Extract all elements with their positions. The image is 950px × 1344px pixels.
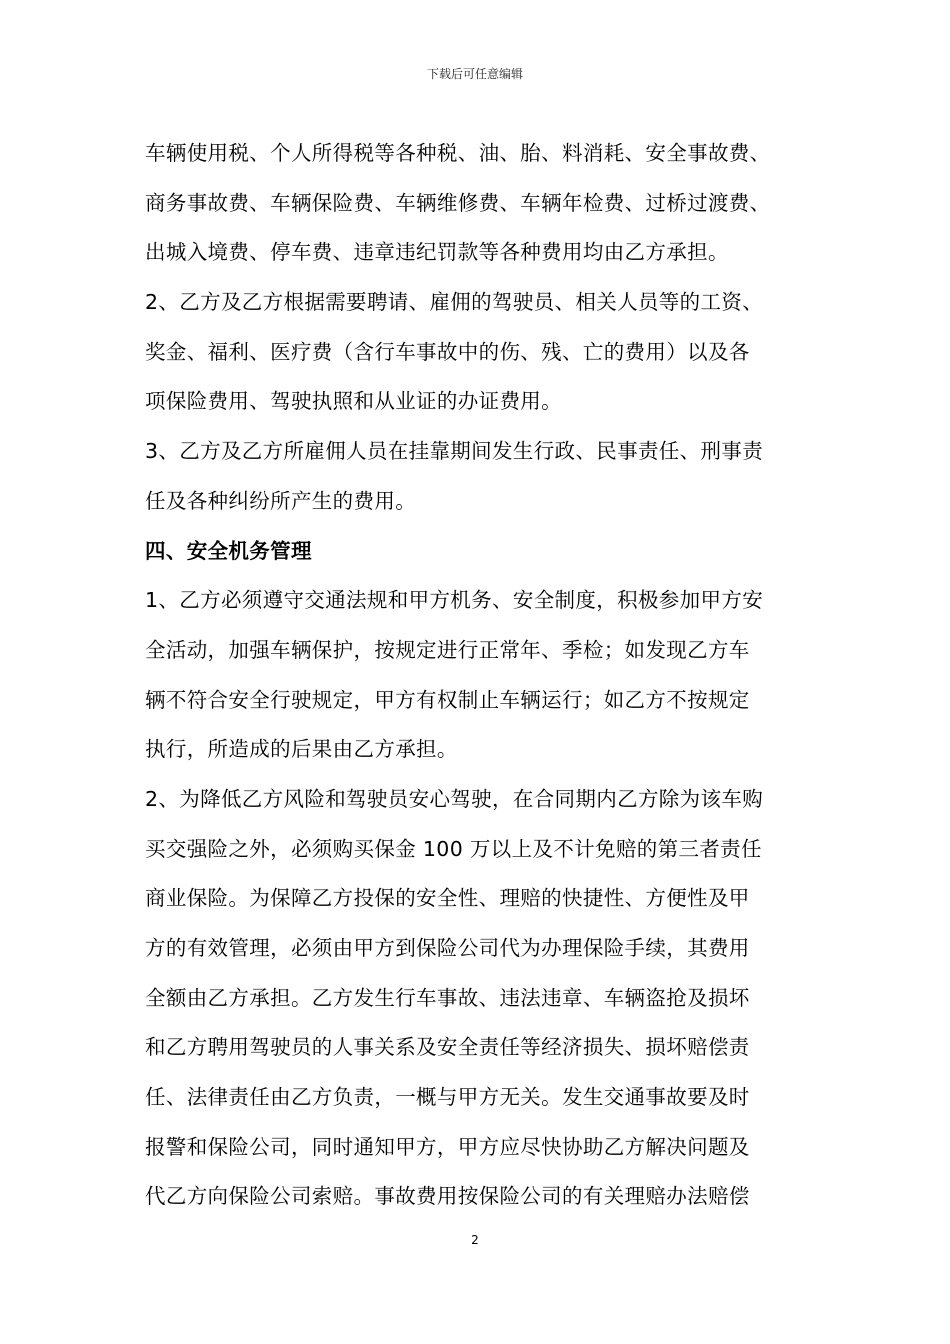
body-line: 1、乙方必须遵守交通法规和甲方机务、安全制度，积极参加甲方安 bbox=[145, 588, 764, 613]
body-line: 代乙方向保险公司索赔。事故费用按保险公司的有关理赔办法赔偿 bbox=[145, 1184, 750, 1209]
body-line: 买交强险之外，必须购买保金 100 万以上及不计免赔的第三者责任 bbox=[145, 836, 762, 861]
body-line: 报警和保险公司，同时通知甲方，甲方应尽快协助乙方解决问题及 bbox=[145, 1134, 750, 1159]
body-line: 和乙方聘用驾驶员的人事关系及安全责任等经济损失、损坏赔偿责 bbox=[145, 1035, 750, 1060]
body-line: 全额由乙方承担。乙方发生行车事故、违法违章、车辆盗抢及损坏 bbox=[145, 985, 750, 1010]
body-line: 执行，所造成的后果由乙方承担。 bbox=[145, 737, 458, 762]
body-line: 商业保险。为保障乙方投保的安全性、理赔的快捷性、方便性及甲 bbox=[145, 886, 750, 911]
body-line: 2、乙方及乙方根据需要聘请、雇佣的驾驶员、相关人员等的工资、 bbox=[145, 290, 764, 315]
body-line: 方的有效管理，必须由甲方到保险公司代为办理保险手续，其费用 bbox=[145, 936, 750, 960]
page-number: 2 bbox=[471, 1233, 479, 1247]
body-line: 全活动，加强车辆保护，按规定进行正常年、季检；如发现乙方车 bbox=[145, 637, 750, 662]
body-line: 任及各种纠纷所产生的费用。 bbox=[145, 488, 417, 513]
body-line: 辆不符合安全行驶规定，甲方有权制止车辆运行；如乙方不按规定 bbox=[145, 687, 750, 712]
body-line: 商务事故费、车辆保险费、车辆维修费、车辆年检费、过桥过渡费、 bbox=[145, 190, 771, 215]
body-line: 3、乙方及乙方所雇佣人员在挂靠期间发生行政、民事责任、刑事责 bbox=[145, 439, 764, 464]
body-line: 奖金、福利、医疗费（含行车事故中的伤、残、亡的费用）以及各 bbox=[145, 339, 750, 364]
section-heading: 四、安全机务管理 bbox=[145, 538, 312, 563]
page-header: 下载后可任意编辑 bbox=[426, 67, 523, 81]
body-line: 出城入境费、停车费、违章违纪罚款等各种费用均由乙方承担。 bbox=[145, 240, 729, 265]
document-body bbox=[145, 129, 829, 1222]
body-line: 车辆使用税、个人所得税等各种税、油、胎、料消耗、安全事故费、 bbox=[145, 141, 771, 165]
body-line: 项保险费用、驾驶执照和从业证的办证费用。 bbox=[145, 389, 562, 414]
body-line: 2、为降低乙方风险和驾驶员安心驾驶，在合同期内乙方除为该车购 bbox=[145, 786, 764, 811]
body-line: 任、法律责任由乙方负责，一概与甲方无关。发生交通事故要及时 bbox=[145, 1085, 750, 1110]
